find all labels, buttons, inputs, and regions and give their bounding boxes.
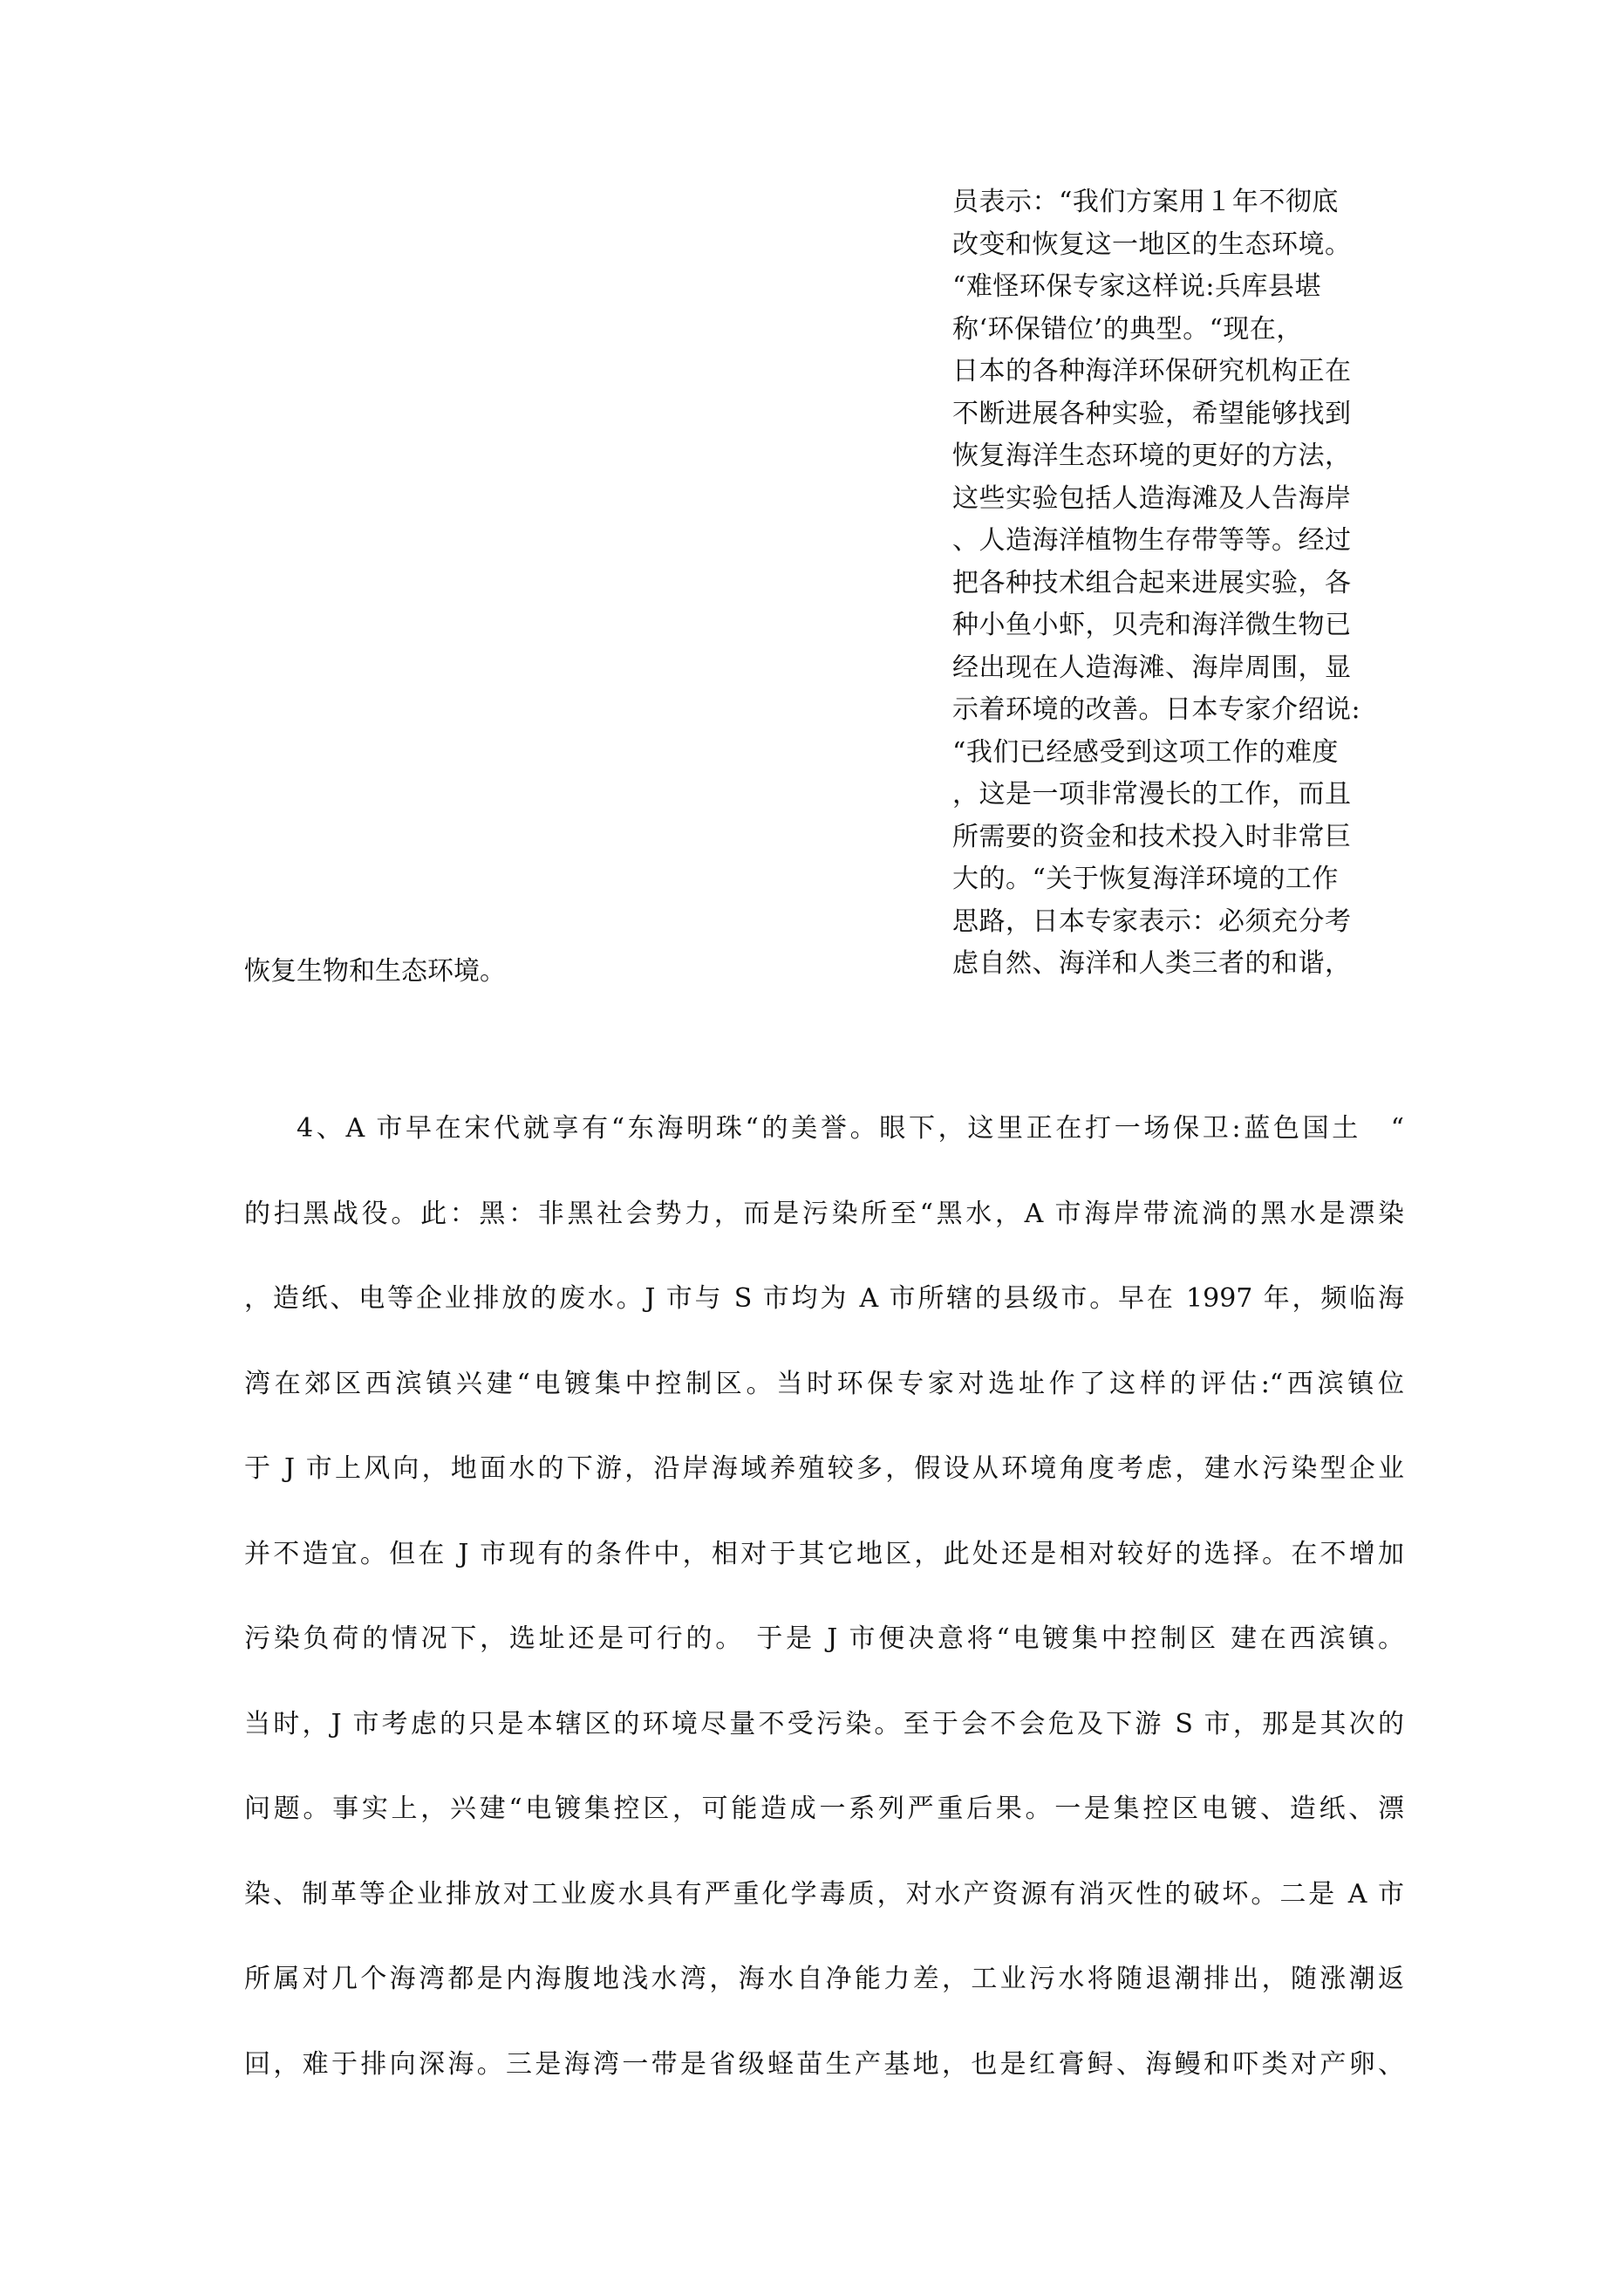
paragraph-line: 4、A 市早在宋代就享有“东海明珠“的美誉。眼下，这里正在打一场保卫:蓝色国土 “ (297, 1113, 1404, 1144)
column-line: 大的。“关于恢复海洋环境的工作 (952, 864, 1339, 894)
column-line: 示着环境的改善。日本专家介绍说: (952, 694, 1361, 725)
paragraph-line: 问题。事实上，兴建“电镀集控区，可能造成一系列严重后果。一是集控区电镀、造纸、漂 (244, 1794, 1404, 1824)
paragraph-line: 的扫黑战役。此：黑：非黑社会势力，而是污染所至“黑水，A 市海岸带流淌的黑水是漂染 (244, 1198, 1404, 1229)
body-paragraph (244, 1108, 1404, 2129)
column-line: 恢复海洋生态环境的更好的方法， (952, 441, 1352, 471)
paragraph-line: 回，难于排向深海。三是海湾一带是省级蛏苗生产基地，也是红膏鲟、海鳗和吓类对产卵、 (244, 2048, 1404, 2080)
paragraph-line: 于 J 市上风向，地面水的下游，沿岸海域养殖较多，假设从环境角度考虑，建水污染型企业 (244, 1453, 1404, 1484)
column-line: 、人造海洋植物生存带等等。经过 (952, 525, 1352, 556)
paragraph-line: 污染负荷的情况下，选址还是可行的。 于是 J 市便决意将“电镀集中控制区 建在西滨镇。 (244, 1623, 1404, 1654)
column-line: 改变和恢复这一地区的生态环境。 (952, 229, 1352, 260)
column-line: “难怪环保专家这样说:兵库县堪 (952, 271, 1321, 302)
column-line: 称‘环保错位’的典型。“现在， (952, 313, 1303, 345)
column-line: 这些实验包括人造海滩及人告海岸 (952, 482, 1352, 514)
paragraph-line: 所属对几个海湾都是内海腹地浅水湾，海水自净能力差，工业污水将随退潮排出，随涨潮返 (244, 1964, 1404, 1994)
column-line: ，这是一项非常漫长的工作，而且 (952, 779, 1352, 810)
text-column-narrow (952, 181, 1406, 986)
column-line: “我们已经感受到这项工作的难度 (952, 736, 1339, 768)
column-line: 员表示：“我们方案用１年不彻底 (952, 187, 1339, 217)
paragraph-line: 并不造宜。但在 J 市现有的条件中，相对于其它地区，此处还是相对较好的选择。在不增加 (244, 1538, 1404, 1569)
column-tail-line: 恢复生物和生态环境。 (244, 956, 506, 987)
column-line: 种小鱼小虾，贝壳和海洋微生物已 (952, 610, 1352, 640)
column-line: 所需要的资金和技术投入时非常巨 (952, 821, 1352, 852)
column-line: 不断进展各种实验，希望能够找到 (952, 398, 1352, 429)
column-line: 思路，日本专家表示：必须充分考 (952, 905, 1352, 937)
paragraph-line: 湾在郊区西滨镇兴建“电镀集中控制区。当时环保专家对选址作了这样的评估:“西滨镇位 (244, 1368, 1404, 1399)
column-line: 经出现在人造海滩、海岸周围，显 (952, 652, 1352, 683)
column-line: 日本的各种海洋环保研究机构正在 (952, 356, 1352, 386)
column-line: 虑自然、海洋和人类三者的和谐， (952, 948, 1352, 979)
paragraph-line: 染、制革等企业排放对工业废水具有严重化学毒质，对水产资源有消灭性的破坏。二是 A 市 (244, 1878, 1404, 1910)
paragraph-line: ，造纸、电等企业排放的废水。J 市与 S 市均为 A 市所辖的县级市。早在 1997 年，频临海 (244, 1283, 1404, 1314)
paragraph-line: 当时，J 市考虑的只是本辖区的环境尽量不受污染。至于会不会危及下游 S 市，那是其次的 (244, 1708, 1404, 1739)
column-line: 把各种技术组合起来进展实验，各 (952, 567, 1352, 598)
